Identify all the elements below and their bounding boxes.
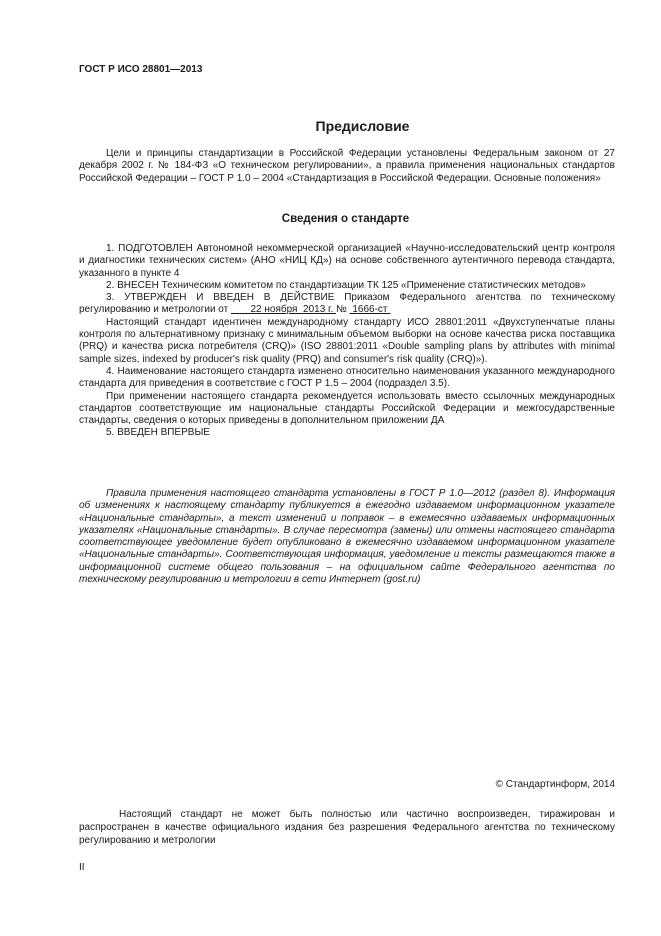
order-number-label: № [336, 304, 350, 316]
rules-section [79, 488, 615, 586]
info-section [79, 243, 615, 440]
info-item-4: 4. Наименование настоящего стандарта изменено относительно наименования указанного международного стандарта для приведения в соответствие с ГОСТ Р 1.5 – 2004 (подраздел 3.5). [79, 365, 615, 390]
foreword-section [79, 148, 615, 185]
page-number: II [79, 862, 85, 873]
info-item-2: 2. ВНЕСЕН Техническим комитетом по стандартизации ТК 125 «Применение статистических методов» [106, 279, 586, 291]
info-item-1: 1. ПОДГОТОВЛЕН Автономной некоммерческой организацией «Научно-исследовательский центр контроля и диагностики технических систем» (АНО «НИЦ КД») на основе собственного аутентичного перевода стандарта, указанного в пункте 4 [79, 243, 615, 279]
info-title: Сведения о стандарте [281, 213, 410, 225]
copyright-line: © Стандартинформ, 2014 [495, 779, 615, 790]
info-item-4-extra: При применении настоящего стандарта рекомендуется использовать вместо ссылочных международных стандартов соответствующие им национальные стандарты Российской Федерации и межгосударственные стандарты, сведения о которых приведены в дополнительном приложении ДА [79, 390, 615, 427]
approval-date: 22 ноября 2013 г. [231, 304, 337, 316]
order-number: 1666-ст [349, 304, 391, 316]
foreword-paragraph: Цели и принципы стандартизации в Российской Федерации установлены Федеральным законом от 27 декабря 2002 г. № 184-ФЗ «О техническом регулировании», а правила применения национальных стандартов Российской Федерации – ГОСТ Р 1.0 – 2004 «Стандартизация в Российской Федерации. Основные положения» [79, 148, 615, 184]
rules-paragraph: Правила применения настоящего стандарта установлены в ГОСТ Р 1.0—2012 (раздел 8). Информация об изменениях к настоящему стандарту публикуется в ежегодно издаваемом информационном указателе «Национальные стандарты», а текст изменений и поправок – в ежемесячно издаваемых информационных указателях «Национальные стандарты». В случае пересмотра (замены) или отмены настоящего стандарта соответствующее уведомление будет опубликовано в ежемесячно издаваемом информационном указателе «Национальные стандарты». Соответствующая информация, уведомление и тексты размещаются также в информационной системе общего пользования – на официальном сайте Федерального агентства по техническому регулированию и метрологии в сети Интернет (gost.ru) [79, 488, 615, 586]
document-code: ГОСТ Р ИСО 28801—2013 [79, 64, 203, 75]
info-item-3-text: 3. УТВЕРЖДЕН И ВВЕДЕН В ДЕЙСТВИЕ Приказом Федерального агентства по техническому регулированию и метрологии от [79, 292, 615, 316]
info-item-3-extra: Настоящий стандарт идентичен международному стандарту ИСО 28801:2011 «Двухступенчатые планы контроля по альтернативному признаку с минимальным объемом выборки на основе качества риска поставщика (PRQ) и качества риска потребителя (CRQ)» (ISO 28801:2011 «Double sampling plans by attributes with minimal sample sizes, indexed by producer's risk quality (PRQ) and consumer's risk quality (CRQ)»). [79, 316, 615, 365]
info-item-5: 5. ВВЕДЕН ВПЕРВЫЕ [106, 427, 210, 439]
foreword-title: Предисловие [315, 118, 410, 134]
reproduction-notice [79, 808, 615, 847]
info-item-3 [79, 292, 615, 317]
notice-paragraph: Настоящий стандарт не может быть полностью или частично воспроизведен, тиражирован и распространен в качестве официального издания без разрешения Федерального агентства по техническому регулированию и метрологии [79, 809, 615, 846]
